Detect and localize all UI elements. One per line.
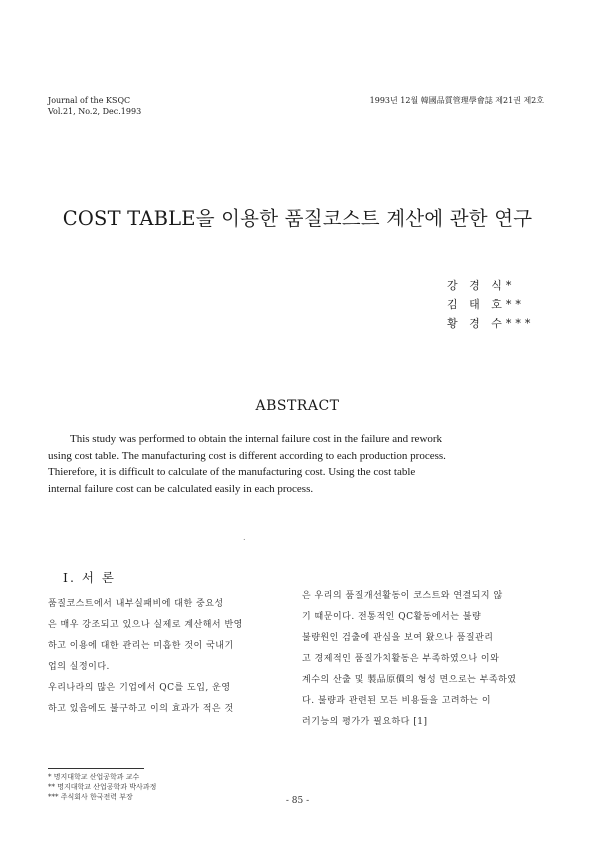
abstract-line: This study was performed to obtain the internal failure cost in the failure and rework — [70, 433, 443, 445]
page-number: - 85 - — [285, 796, 310, 806]
author-2: 김 태 호** — [447, 298, 525, 311]
author-1: 강 경 식* — [447, 279, 516, 292]
paper-title: COST TABLE을 이용한 품질코스트 계산에 관한 연구 — [62, 207, 533, 230]
body-line: 품질코스트에서 내부실패비에 대한 중요성 — [48, 599, 224, 609]
body-line: 하고 이용에 대한 관리는 미흡한 것이 국내기 — [48, 641, 234, 651]
abstract-line: using cost table. The manufacturing cost is different according to each production process. — [48, 449, 446, 462]
body-line: 은 매우 강조되고 있으나 실제로 계산해서 반영 — [48, 620, 243, 630]
body-line: 러기능의 평가가 필요하다 [1] — [302, 717, 428, 727]
journal-header-korean: 1993년 12월 韓國品質管理學會誌 제21권 제2호 — [369, 96, 544, 105]
footnote-line: *** 주식회사 한국전력 부장 — [48, 793, 133, 801]
body-column-left — [48, 594, 280, 720]
journal-name: Journal of the KSQC — [48, 96, 131, 105]
body-line: 은 우리의 품질개선활동이 코스트와 연결되지 않 — [302, 591, 503, 601]
journal-header — [48, 95, 141, 117]
author-3: 황 경 수*** — [447, 317, 535, 330]
body-line: 우리나라의 많은 기업에서 QC를 도입, 운영 — [48, 683, 231, 693]
footnote-line: ** 명지대학교 산업공학과 박사과정 — [48, 783, 157, 791]
abstract-line: internal failure cost can be calculated easily in each process. — [48, 483, 314, 496]
abstract-line: Thierefore, it is difficult to calculate of the manufacturing cost. Using the cost table — [48, 466, 416, 479]
body-line: 기 때문이다. 전통적인 QC활동에서는 불량 — [302, 612, 482, 622]
body-column-right — [302, 586, 552, 733]
body-line: 업의 실정이다. — [48, 662, 110, 672]
body-line: 다. 불량과 관련된 모든 비용들을 고려하는 이 — [302, 696, 492, 706]
footnote-rule — [48, 768, 144, 769]
footnote-line: * 명지대학교 산업공학과 교수 — [48, 773, 140, 781]
body-line: 불량원인 검출에 관심을 보여 왔으나 품질관리 — [302, 633, 494, 643]
journal-volume: Vol.21, No.2, Dec.1993 — [48, 107, 142, 116]
author-list — [411, 276, 551, 333]
body-line: 계수의 산출 및 製品原價의 형성 면으로는 부족하였 — [302, 675, 517, 685]
abstract-heading: ABSTRACT — [255, 398, 340, 414]
stray-dot: . — [243, 533, 246, 542]
section-heading: I. 서 론 — [63, 570, 117, 585]
abstract-body — [48, 431, 548, 498]
body-line: 하고 있음에도 불구하고 이의 효과가 적은 것 — [48, 704, 234, 714]
body-line: 고 경제적인 품질가치활동은 부족하였으나 이와 — [302, 654, 500, 664]
